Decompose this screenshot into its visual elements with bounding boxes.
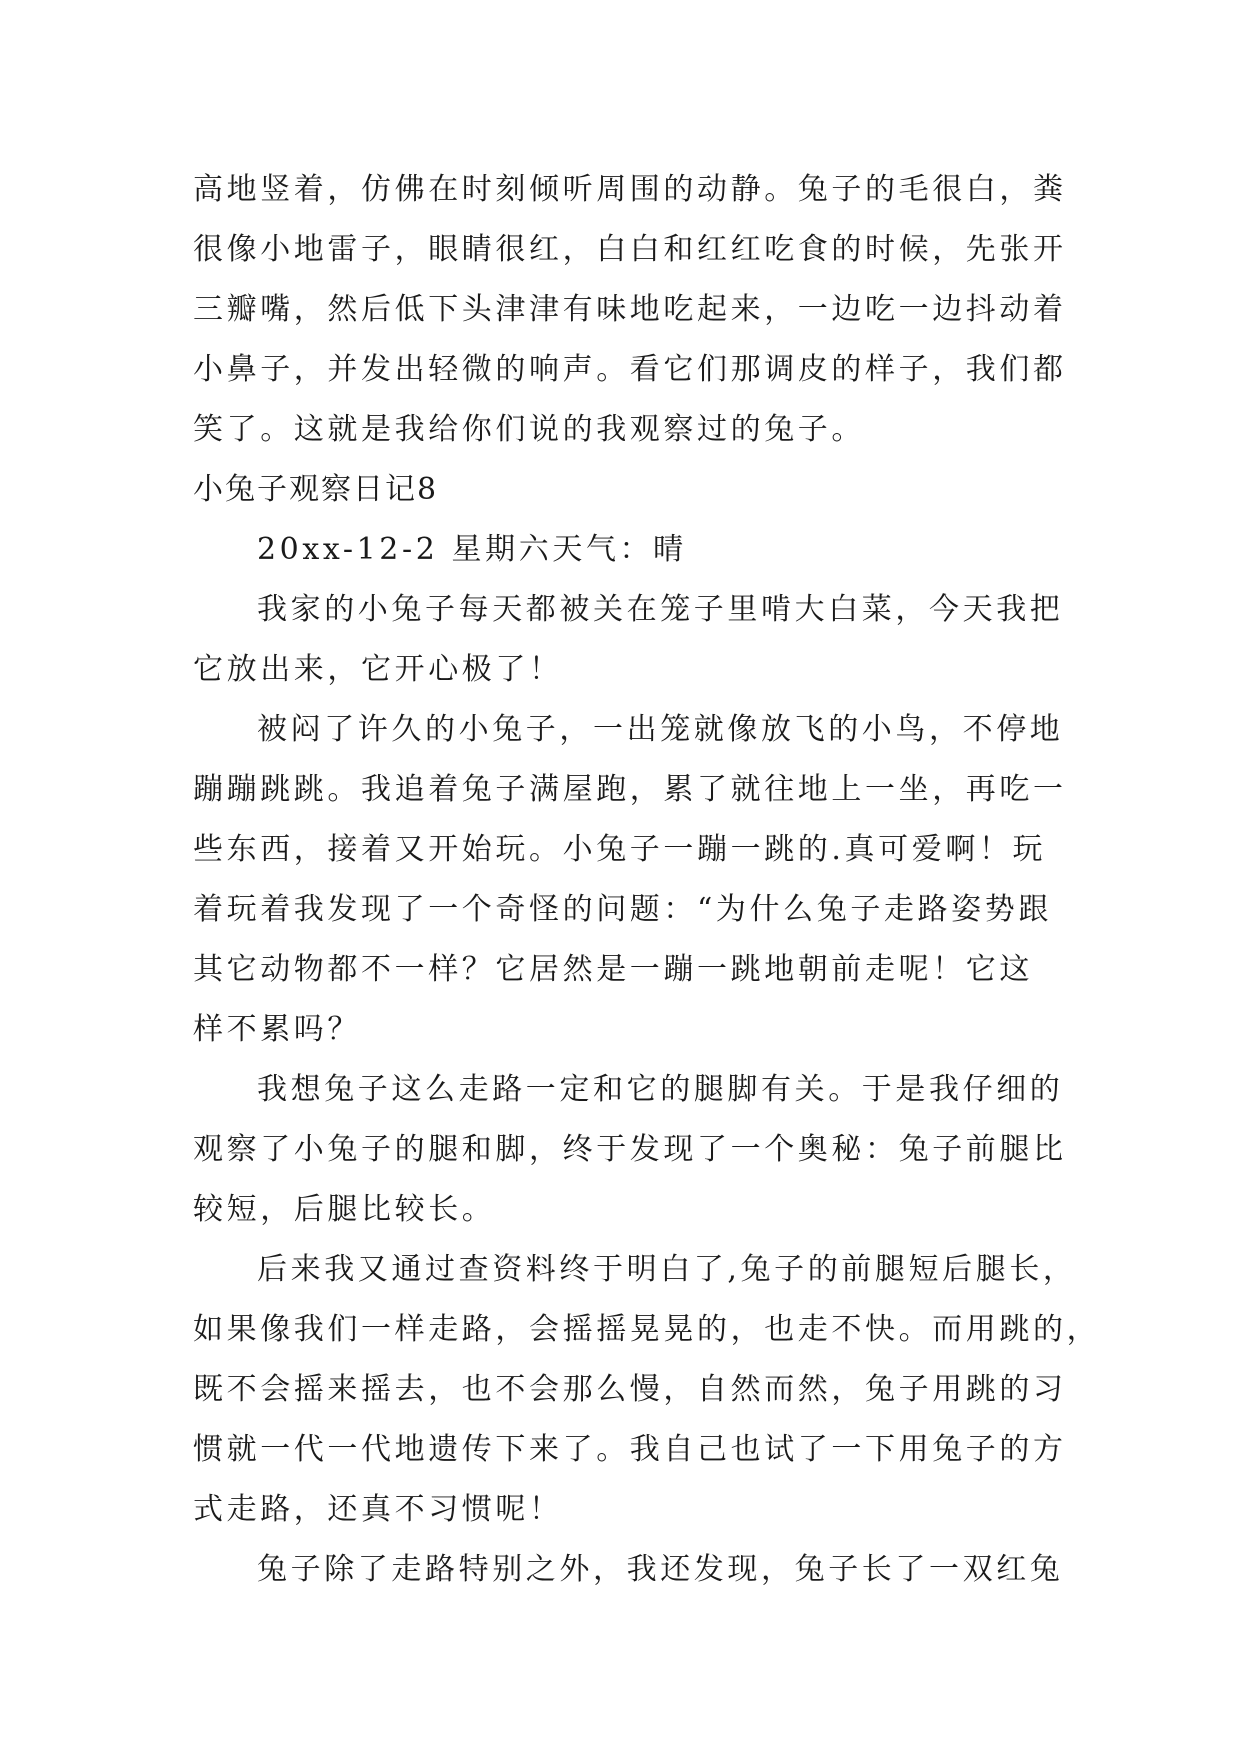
paragraph-first-line: 后来我又通过查资料终于明白了,兔子的前腿短后腿长， [257,1252,1077,1287]
text-line: 样不累吗？ [193,1012,361,1047]
document-body [193,160,1101,1600]
date-weather-line: 20xx-12-2 星期六天气：晴 [257,532,687,567]
text-line: 些东西，接着又开始玩。小兔子一蹦一跳的.真可爱啊！玩 [193,832,1047,867]
text-line: 三瓣嘴，然后低下头津津有味地吃起来，一边吃一边抖动着 [193,292,1067,327]
text-line: 较短，后腿比较长。 [193,1192,496,1227]
text-line: 式走路，还真不习惯呢！ [193,1492,563,1527]
paragraph-first-line: 我想兔子这么走路一定和它的腿脚有关。于是我仔细的 [257,1072,1064,1107]
text-line: 如果像我们一样走路，会摇摇晃晃的，也走不快。而用跳的， [193,1312,1101,1347]
text-line: 很像小地雷子，眼睛很红，白白和红红吃食的时候，先张开 [193,232,1067,267]
paragraph-first-line: 被闷了许久的小兔子，一出笼就像放飞的小鸟，不停地 [257,712,1064,747]
text-line: 惯就一代一代地遗传下来了。我自己也试了一下用兔子的方 [193,1432,1067,1467]
text-line: 小鼻子，并发出轻微的响声。看它们那调皮的样子，我们都 [193,352,1067,387]
text-line: 笑了。这就是我给你们说的我观察过的兔子。 [193,412,865,447]
text-line: 既不会摇来摇去，也不会那么慢，自然而然，兔子用跳的习 [193,1372,1067,1407]
paragraph-first-line: 我家的小兔子每天都被关在笼子里啃大白菜，今天我把 [257,592,1064,627]
text-line: 着玩着我发现了一个奇怪的问题：“为什么兔子走路姿势跟 [193,892,1052,927]
text-line: 蹦蹦跳跳。我追着兔子满屋跑，累了就往地上一坐，再吃一 [193,772,1067,807]
paragraph-first-line: 兔子除了走路特别之外，我还发现，兔子长了一双红兔 [257,1552,1064,1587]
section-title: 小兔子观察日记8 [193,472,439,507]
text-line: 观察了小兔子的腿和脚，终于发现了一个奥秘：兔子前腿比 [193,1132,1067,1167]
text-line: 其它动物都不一样？它居然是一蹦一跳地朝前走呢！它这 [193,952,1033,987]
text-line: 高地竖着，仿佛在时刻倾听周围的动静。兔子的毛很白，粪 [193,172,1067,207]
text-line: 它放出来，它开心极了！ [193,652,563,687]
